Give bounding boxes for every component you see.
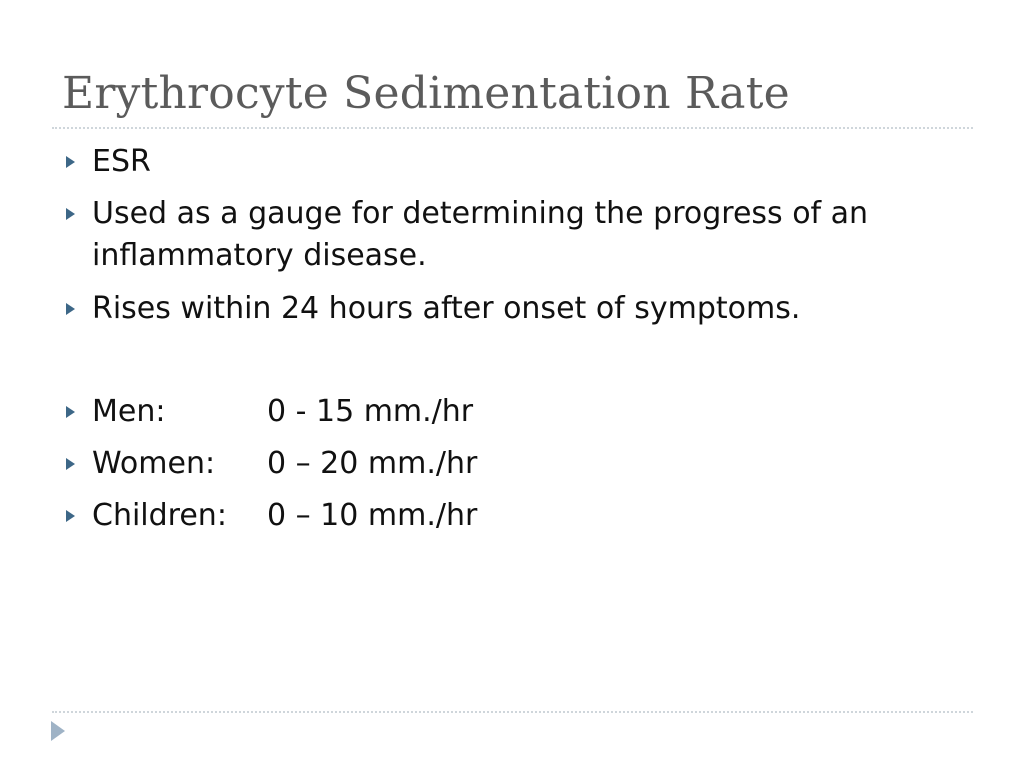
bullet-text: ESR: [92, 144, 151, 179]
bullet-text-line-1: Used as a gauge for determining the progress of an: [92, 196, 869, 231]
bullet-arrow-icon: [66, 458, 75, 470]
bullet-text: Rises within 24 hours after onset of symptoms.: [92, 291, 801, 326]
bullet-arrow-icon: [66, 208, 75, 220]
bullet-arrow-icon: [66, 406, 75, 418]
range-value: 0 - 15 mm./hr: [267, 394, 474, 429]
range-value: 0 – 10 mm./hr: [267, 498, 478, 533]
bullet-arrow-icon: [66, 303, 75, 315]
footer-divider: [52, 711, 973, 713]
slide-title: Erythrocyte Sedimentation Rate: [62, 68, 790, 119]
bullet-text-line-2: inflammatory disease.: [92, 238, 427, 273]
range-label: Women:: [92, 446, 216, 481]
range-value: 0 – 20 mm./hr: [267, 446, 478, 481]
bullet-arrow-icon: [66, 510, 75, 522]
range-label: Children:: [92, 498, 227, 533]
range-label: Men:: [92, 394, 166, 429]
next-slide-arrow-icon[interactable]: [51, 721, 65, 741]
bullet-arrow-icon: [66, 156, 75, 168]
